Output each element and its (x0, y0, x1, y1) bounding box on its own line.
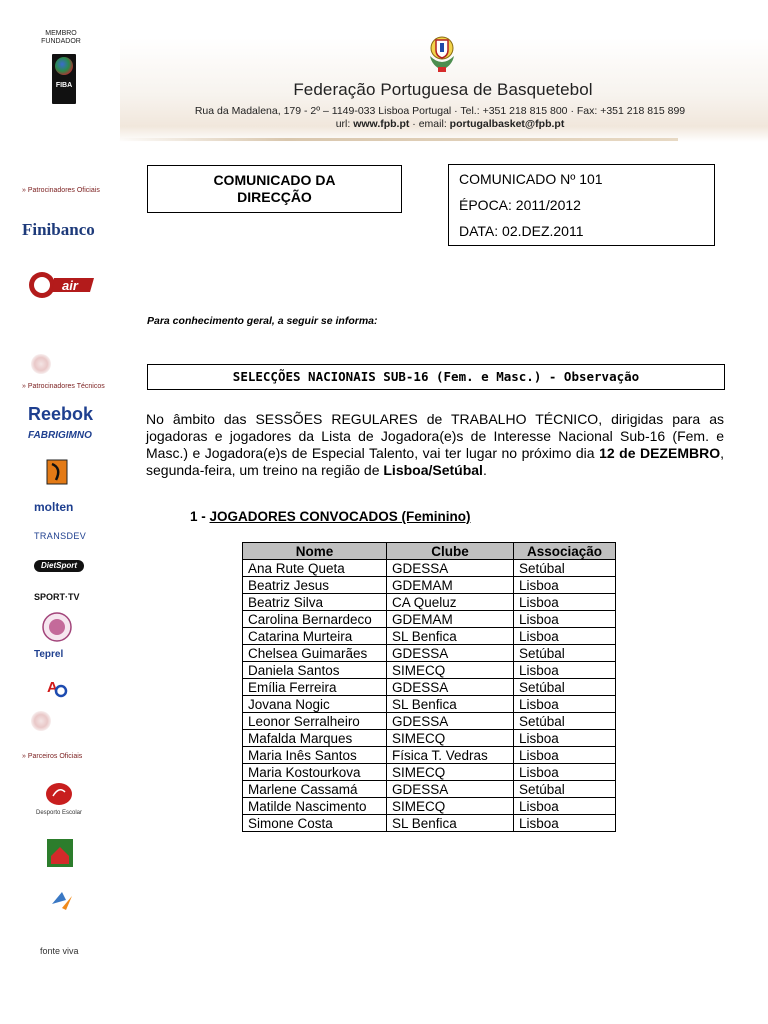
player-name-cell: Leonor Serralheiro (243, 713, 387, 730)
comunicado-info-box (448, 164, 715, 246)
club-cell: GDEMAM (387, 611, 514, 628)
house-logo-icon (46, 838, 74, 868)
association-cell: Lisboa (514, 662, 616, 679)
association-cell: Setúbal (514, 781, 616, 798)
club-cell: CA Queluz (387, 594, 514, 611)
paragraph-region: Lisboa/Setúbal (383, 462, 483, 478)
association-cell: Lisboa (514, 730, 616, 747)
table-row (243, 747, 616, 764)
club-cell: GDEMAM (387, 577, 514, 594)
table-row (243, 679, 616, 696)
player-name-cell: Jovana Nogic (243, 696, 387, 713)
compal-air-logo (28, 268, 98, 302)
table-row (243, 713, 616, 730)
body-paragraph (146, 411, 724, 479)
association-cell: Lisboa (514, 594, 616, 611)
direccao-title-line1: COMUNICADO DA (213, 172, 336, 188)
dietsport-logo: DietSport (34, 560, 84, 572)
desporto-escolar-label: Desporto Escolar (36, 810, 83, 816)
player-name-cell: Carolina Bernardeco (243, 611, 387, 628)
round-seal-icon (42, 611, 72, 643)
club-cell: GDESSA (387, 781, 514, 798)
table-row (243, 696, 616, 713)
club-cell: GDESSA (387, 560, 514, 577)
website-link[interactable]: www.fpb.pt (353, 118, 410, 130)
association-cell: Setúbal (514, 560, 616, 577)
table-header-row (243, 543, 616, 560)
transdev-logo: TRANSDEV (34, 531, 87, 541)
association-cell: Lisboa (514, 628, 616, 645)
club-cell: SL Benfica (387, 696, 514, 713)
federation-crest-icon (424, 34, 460, 76)
email-prefix: · email: (409, 118, 450, 130)
federation-name: Federação Portuguesa de Basquetebol (293, 80, 593, 99)
player-name-cell: Chelsea Guimarães (243, 645, 387, 662)
club-cell: SIMECQ (387, 662, 514, 679)
fiba-logo-text: FIBA (55, 82, 73, 89)
svg-text:A: A (47, 679, 58, 696)
selecoes-title-box (147, 364, 725, 390)
decorative-circle-icon (31, 354, 51, 374)
fabrigimno-logo: FABRIGIMNO (28, 430, 92, 441)
finibanco-logo: Finibanco (22, 220, 95, 239)
player-name-cell: Catarina Murteira (243, 628, 387, 645)
url-prefix: url: (335, 118, 354, 130)
player-name-cell: Maria Kostourkova (243, 764, 387, 781)
player-name-cell: Matilde Nascimento (243, 798, 387, 815)
paragraph-part1: No âmbito das SESSÕES REGULARES de TRABALHO TÉCNICO, dirigidas para as jogadoras e jogadores da Lista de Jogadora(e)s de Interesse Nacional Sub-16 (Fem. e Masc.) e Jogadora(e)s de Especial Talento, vai ter lugar no próximo dia (146, 411, 724, 461)
association-cell: Lisboa (514, 577, 616, 594)
comunicado-direccao-box (147, 165, 402, 213)
club-cell: GDESSA (387, 645, 514, 662)
club-cell: SIMECQ (387, 764, 514, 781)
paragraph-part2: , segunda-feira, um treino na região de (146, 445, 724, 478)
section-title-text: JOGADORES CONVOCADOS (Feminino) (209, 509, 471, 524)
parceiros-oficiais-label: » Parceiros Oficiais (22, 753, 83, 760)
players-table (242, 542, 616, 832)
header-divider (118, 138, 678, 141)
ao-logo-icon (46, 677, 68, 699)
association-cell: Lisboa (514, 611, 616, 628)
player-name-cell: Marlene Cassamá (243, 781, 387, 798)
column-header-associacao: Associação (514, 543, 616, 560)
association-cell: Setúbal (514, 679, 616, 696)
association-cell: Lisboa (514, 798, 616, 815)
email-link[interactable]: portugalbasket@fpb.pt (449, 118, 565, 130)
player-name-cell: Mafalda Marques (243, 730, 387, 747)
desporto-escolar-icon (44, 782, 74, 806)
association-cell: Setúbal (514, 713, 616, 730)
section-title (190, 509, 471, 524)
player-name-cell: Emília Ferreira (243, 679, 387, 696)
molten-logo: molten (34, 500, 74, 514)
federation-contacts (270, 118, 630, 130)
club-cell: GDESSA (387, 679, 514, 696)
club-cell: Física T. Vedras (387, 747, 514, 764)
player-name-cell: Daniela Santos (243, 662, 387, 679)
table-row (243, 594, 616, 611)
svg-text:air: air (62, 278, 78, 293)
intro-text: Para conhecimento geral, a seguir se informa: (147, 315, 378, 327)
column-header-nome: Nome (243, 543, 387, 560)
club-cell: SIMECQ (387, 798, 514, 815)
association-cell: Lisboa (514, 747, 616, 764)
decorative-circle-icon (31, 711, 51, 731)
table-row (243, 798, 616, 815)
comunicado-numero: COMUNICADO Nº 101 (459, 171, 603, 187)
table-row (243, 577, 616, 594)
teprel-logo: Teprel (34, 649, 64, 660)
comunicado-direccao-title (148, 172, 401, 206)
player-name-cell: Maria Inês Santos (243, 747, 387, 764)
patrocinadores-tecnicos-label: » Patrocinadores Técnicos (22, 383, 105, 390)
player-name-cell: Simone Costa (243, 815, 387, 832)
fiba-ball-icon (55, 57, 73, 75)
selecoes-title: SELECÇÕES NACIONAIS SUB-16 (Fem. e Masc.) - Observação (232, 369, 640, 384)
sponsor-shield-icon (46, 459, 68, 485)
column-header-clube: Clube (387, 543, 514, 560)
players-table-body (243, 560, 616, 832)
association-cell: Lisboa (514, 764, 616, 781)
club-cell: SL Benfica (387, 628, 514, 645)
table-row (243, 662, 616, 679)
player-name-cell: Beatriz Silva (243, 594, 387, 611)
paragraph-part3: . (482, 462, 487, 478)
comunicado-epoca: ÉPOCA: 2011/2012 (459, 197, 581, 213)
table-row (243, 645, 616, 662)
table-row (243, 764, 616, 781)
association-cell: Lisboa (514, 696, 616, 713)
club-cell: SIMECQ (387, 730, 514, 747)
paragraph-date: 12 de DEZEMBRO (599, 445, 721, 461)
sporttv-logo: SPORT·TV (34, 592, 80, 602)
club-cell: SL Benfica (387, 815, 514, 832)
table-row (243, 781, 616, 798)
table-row (243, 560, 616, 577)
patrocinadores-oficiais-label: » Patrocinadores Oficiais (22, 187, 100, 194)
association-cell: Setúbal (514, 645, 616, 662)
membro-fundador-label: MEMBRO FUNDADOR (41, 30, 81, 45)
direccao-title-line2: DIRECÇÃO (237, 189, 312, 205)
association-cell: Lisboa (514, 815, 616, 832)
section-number: 1 - (190, 509, 210, 524)
table-row (243, 628, 616, 645)
federation-address: Rua da Madalena, 179 - 2º – 1149-033 Lisboa Portugal · Tel.: +351 218 815 800 · Fax: +351 218 815 899 (194, 105, 686, 117)
table-row (243, 730, 616, 747)
fonte-viva-logo: fonte viva (40, 946, 79, 956)
player-name-cell: Ana Rute Queta (243, 560, 387, 577)
club-cell: GDESSA (387, 713, 514, 730)
player-name-cell: Beatriz Jesus (243, 577, 387, 594)
table-row (243, 815, 616, 832)
reebok-logo: Reebok (28, 404, 94, 424)
origami-logo-icon (48, 888, 76, 916)
comunicado-data: DATA: 02.DEZ.2011 (459, 223, 584, 239)
table-row (243, 611, 616, 628)
